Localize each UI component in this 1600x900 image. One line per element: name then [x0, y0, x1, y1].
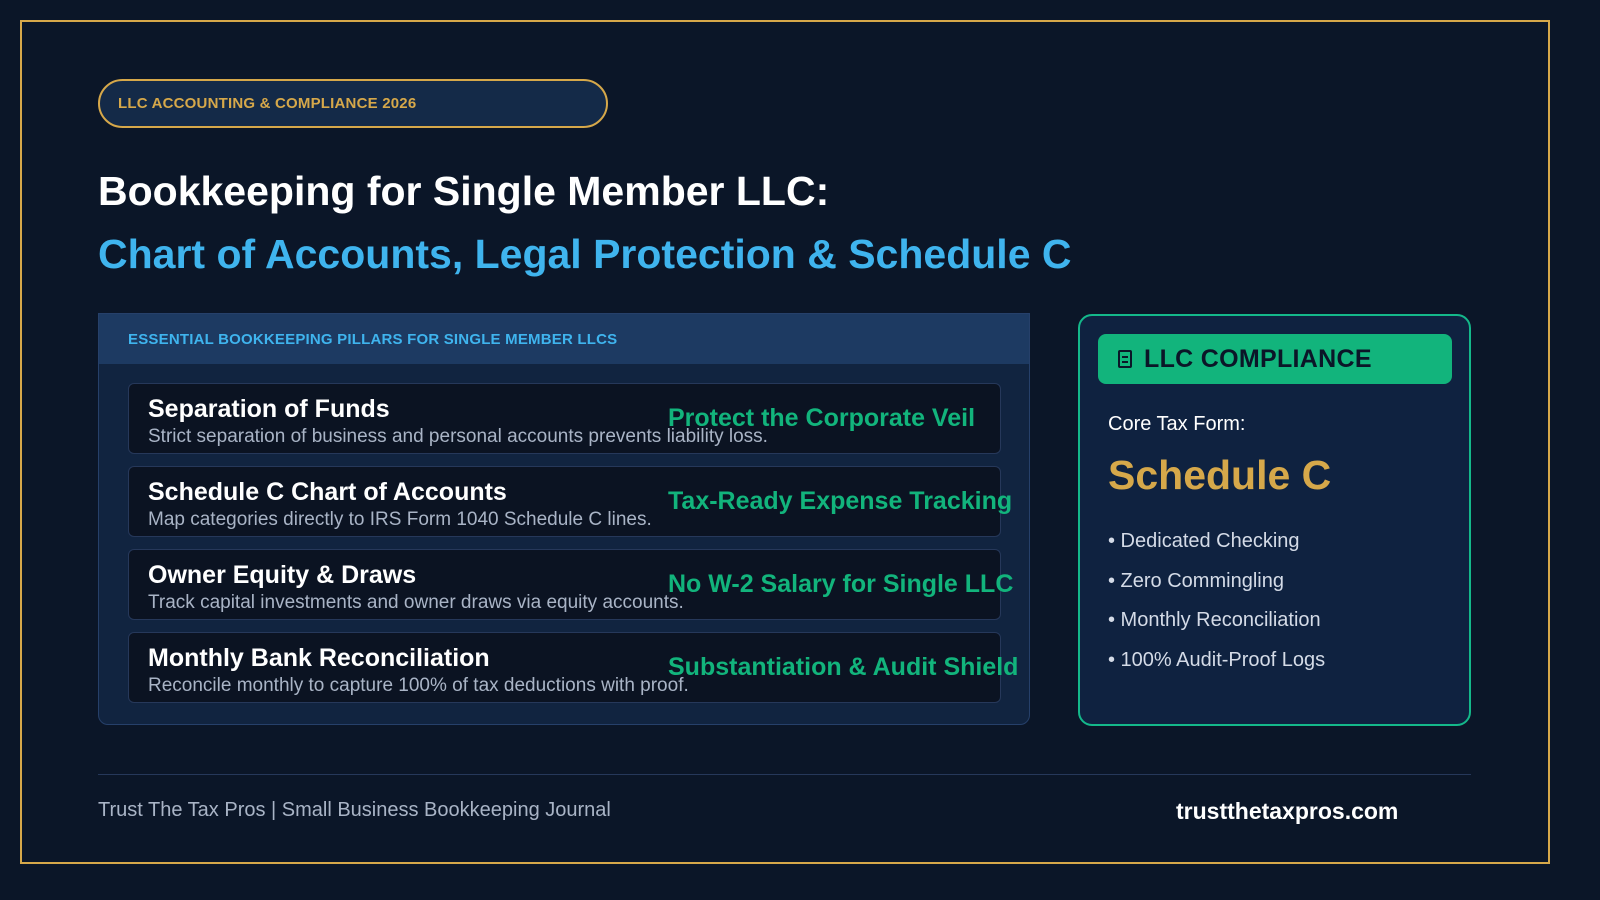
pillar-title: Schedule C Chart of Accounts — [148, 478, 507, 506]
pillar-card-bank-reconciliation — [128, 632, 1019, 703]
list-item: • Monthly Reconciliation — [1108, 609, 1321, 631]
pillar-description: Map categories directly to IRS Form 1040 Schedule C lines. — [148, 509, 652, 530]
pillar-tag: Protect the Corporate Veil — [668, 404, 976, 432]
pillar-description: Track capital investments and owner draws via equity accounts. — [148, 592, 684, 613]
pillar-title: Owner Equity & Draws — [148, 561, 417, 589]
compliance-header-label: LLC COMPLIANCE — [1144, 344, 1372, 373]
pillar-tag: No W-2 Salary for Single LLC — [668, 570, 1014, 598]
page-subtitle: Chart of Accounts, Legal Protection & Schedule C — [98, 231, 1072, 277]
compliance-header — [1098, 334, 1452, 384]
pillars-panel — [98, 313, 1030, 725]
pillar-card-owner-equity — [128, 549, 1014, 620]
clipboard-icon — [1118, 350, 1132, 368]
list-item: • 100% Audit-Proof Logs — [1108, 648, 1326, 671]
category-badge — [98, 79, 608, 128]
category-badge-label: LLC ACCOUNTING & COMPLIANCE 2026 — [118, 95, 417, 112]
list-item: • Zero Commingling — [1108, 569, 1284, 592]
compliance-panel — [1078, 314, 1471, 726]
pillar-tag: Tax-Ready Expense Tracking — [668, 487, 1013, 515]
pillars-panel-header — [99, 314, 1029, 364]
compliance-checklist — [1108, 530, 1325, 688]
pillar-card-separation-of-funds — [128, 383, 1001, 454]
footer-divider — [98, 774, 1471, 775]
footer-website: trustthetaxpros.com — [1176, 798, 1399, 824]
core-tax-form-label: Core Tax Form: — [1108, 413, 1246, 435]
pillar-description: Strict separation of business and personal accounts prevents liability loss. — [148, 426, 768, 447]
pillar-tag: Substantiation & Audit Shield — [668, 653, 1019, 681]
pillar-title: Monthly Bank Reconciliation — [148, 644, 490, 672]
pillar-title: Separation of Funds — [148, 395, 390, 423]
core-tax-form-value: Schedule C — [1108, 452, 1332, 498]
pillars-panel-title: ESSENTIAL BOOKKEEPING PILLARS FOR SINGLE MEMBER LLCS — [128, 330, 618, 348]
footer-credit: Trust The Tax Pros | Small Business Bookkeeping Journal — [98, 799, 611, 821]
list-item: • Dedicated Checking — [1108, 530, 1300, 552]
page-title: Bookkeeping for Single Member LLC: — [98, 168, 830, 214]
pillar-description: Reconcile monthly to capture 100% of tax deductions with proof. — [148, 675, 689, 696]
pillar-card-chart-of-accounts — [128, 466, 1013, 537]
